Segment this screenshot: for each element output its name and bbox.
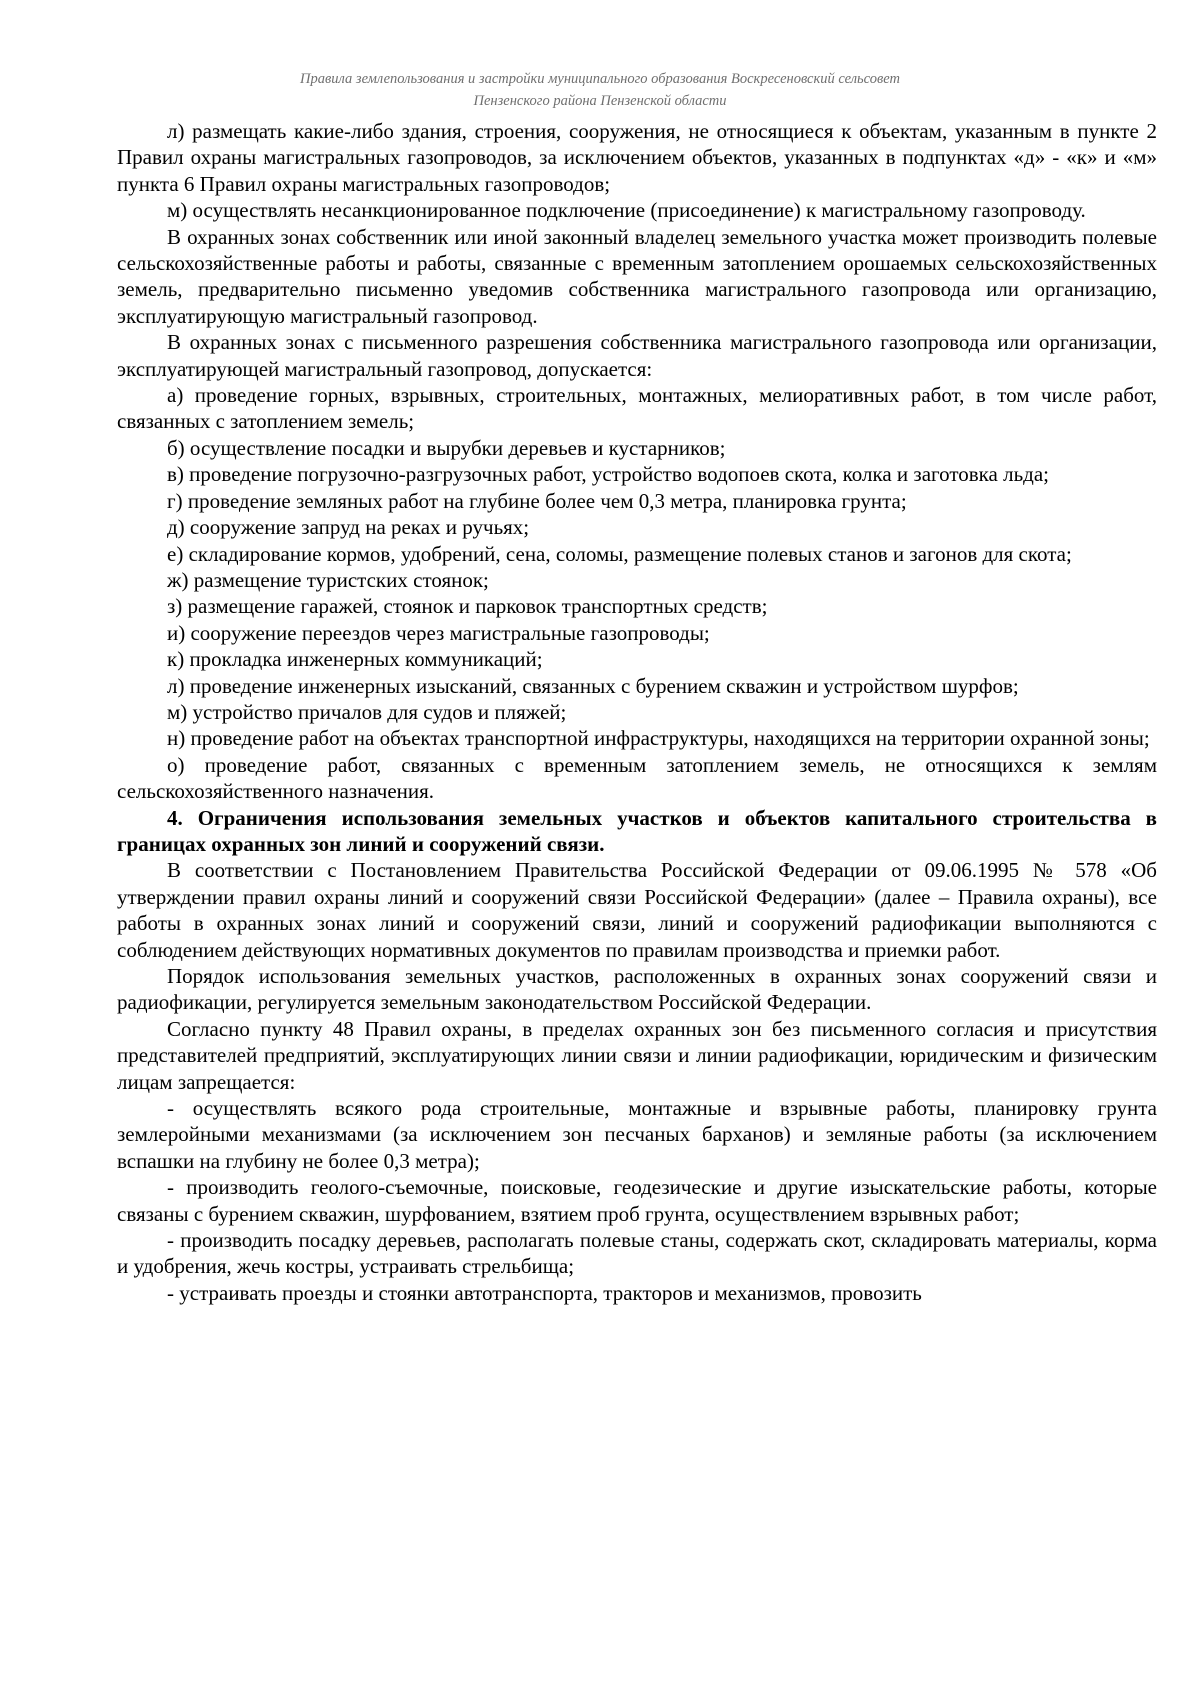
list-item-zh: ж) размещение туристских стоянок; [167,567,489,592]
list-item-b: б) осуществление посадки и вырубки деревьев и кустарников; [167,435,726,460]
document-body [117,118,1157,1306]
paragraph-resolution-578: В соответствии с Постановлением Правительства Российской Федерации от 09.06.1995 № 578 «Об утверждении правил охраны линий и сооружений связи Российской Федерации» (далее – Правила охраны), все работы в охранных зонах линий и сооружений связи, линий и сооружений радиофикации выполняются с соблюдением действующих нормативных документов по правилам производства и приемки работ. [117,858,1157,962]
paragraph-point-48: Согласно пункту 48 Правил охраны, в пределах охранных зон без письменного согласия и присутствия представителей предприятий, эксплуатирующих линии связи и линии радиофикации, юридическим и физическим лицам запрещается: [117,1016,1157,1094]
prohibition-survey: - производить геолого-съемочные, поисковые, геодезические и другие изыскательские работы, которые связаны с бурением скважин, шурфованием, взятием проб грунта, осуществлением взрывных работ; [117,1175,1157,1226]
prohibition-construction: - осуществлять всякого рода строительные, монтажные и взрывные работы, планировку грунта землеройными механизмами (за исключением зон песчаных барханов) и земляные работы (за исключением вспашки на глубину не более 0,3 метра); [117,1096,1157,1173]
paragraph-land-use-order: Порядок использования земельных участков, расположенных в охранных зонах сооружений связи и радиофикации, регулируется земельным законодательством Российской Федерации. [117,964,1157,1015]
section-heading-4: 4. Ограничения использования земельных участков и объектов капитального строительства в границах охранных зон линий и сооружений связи. [117,805,1157,856]
list-item-z: з) размещение гаражей, стоянок и парковок транспортных средств; [167,594,768,619]
paragraph-field-works: В охранных зонах собственник или иной законный владелец земельного участка может производить полевые сельскохозяйственные работы и работы, связанные с временным затоплением орошаемых сельскохозяйственных земель, предварительно письменно уведомив собственника магистрального газопровода или организацию, эксплуатирующую магистральный газопровод. [117,224,1157,328]
running-header [150,68,1050,112]
list-item-a: а) проведение горных, взрывных, строительных, монтажных, мелиоративных работ, в том числе работ, связанных с затоплением земель; [117,383,1157,434]
paragraph-item-m-connection: м) осуществлять несанкционированное подключение (присоединение) к магистральному газопроводу. [167,198,1086,223]
list-item-l: л) проведение инженерных изысканий, связанных с бурением скважин и устройством шурфов; [167,673,1019,698]
prohibition-planting: - производить посадку деревьев, располагать полевые станы, содержать скот, складировать материалы, корма и удобрения, жечь костры, устраивать стрельбища; [117,1228,1157,1279]
prohibition-driveways: - устраивать проезды и стоянки автотранспорта, тракторов и механизмов, провозить [167,1280,922,1305]
list-item-m: м) устройство причалов для судов и пляжей; [167,699,567,724]
header-line-1: Правила землепользования и застройки муниципального образования Воскресеновский сельсовет [300,71,900,87]
list-item-o: о) проведение работ, связанных с временным затоплением земель, не относящихся к землям сельскохозяйственного назначения. [117,752,1157,804]
header-line-2: Пензенского района Пензенской области [473,93,727,109]
list-item-e: е) складирование кормов, удобрений, сена, соломы, размещение полевых станов и загонов для скота; [167,541,1072,566]
paragraph-permitted-intro: В охранных зонах с письменного разрешения собственника магистрального газопровода или организации, эксплуатирующей магистральный газопровод, допускается: [117,330,1157,381]
list-item-g: г) проведение земляных работ на глубине более чем 0,3 метра, планировка грунта; [167,488,907,513]
list-item-v: в) проведение погрузочно-разгрузочных работ, устройство водопоев скота, колка и заготовка льда; [167,462,1050,487]
paragraph-item-l-buildings: л) размещать какие-либо здания, строения, сооружения, не относящиеся к объектам, указанным в пункте 2 Правил охраны магистральных газопроводов, за исключением объектов, указанных в подпунктах «д» - «к» и «м» пункта 6 Правил охраны магистральных газопроводов; [117,119,1157,196]
list-item-i: и) сооружение переездов через магистральные газопроводы; [167,620,710,645]
list-item-k: к) прокладка инженерных коммуникаций; [167,647,543,672]
list-item-d: д) сооружение запруд на реках и ручьях; [167,515,530,540]
list-item-n: н) проведение работ на объектах транспортной инфраструктуры, находящихся на территории охранной зоны; [167,726,1150,751]
